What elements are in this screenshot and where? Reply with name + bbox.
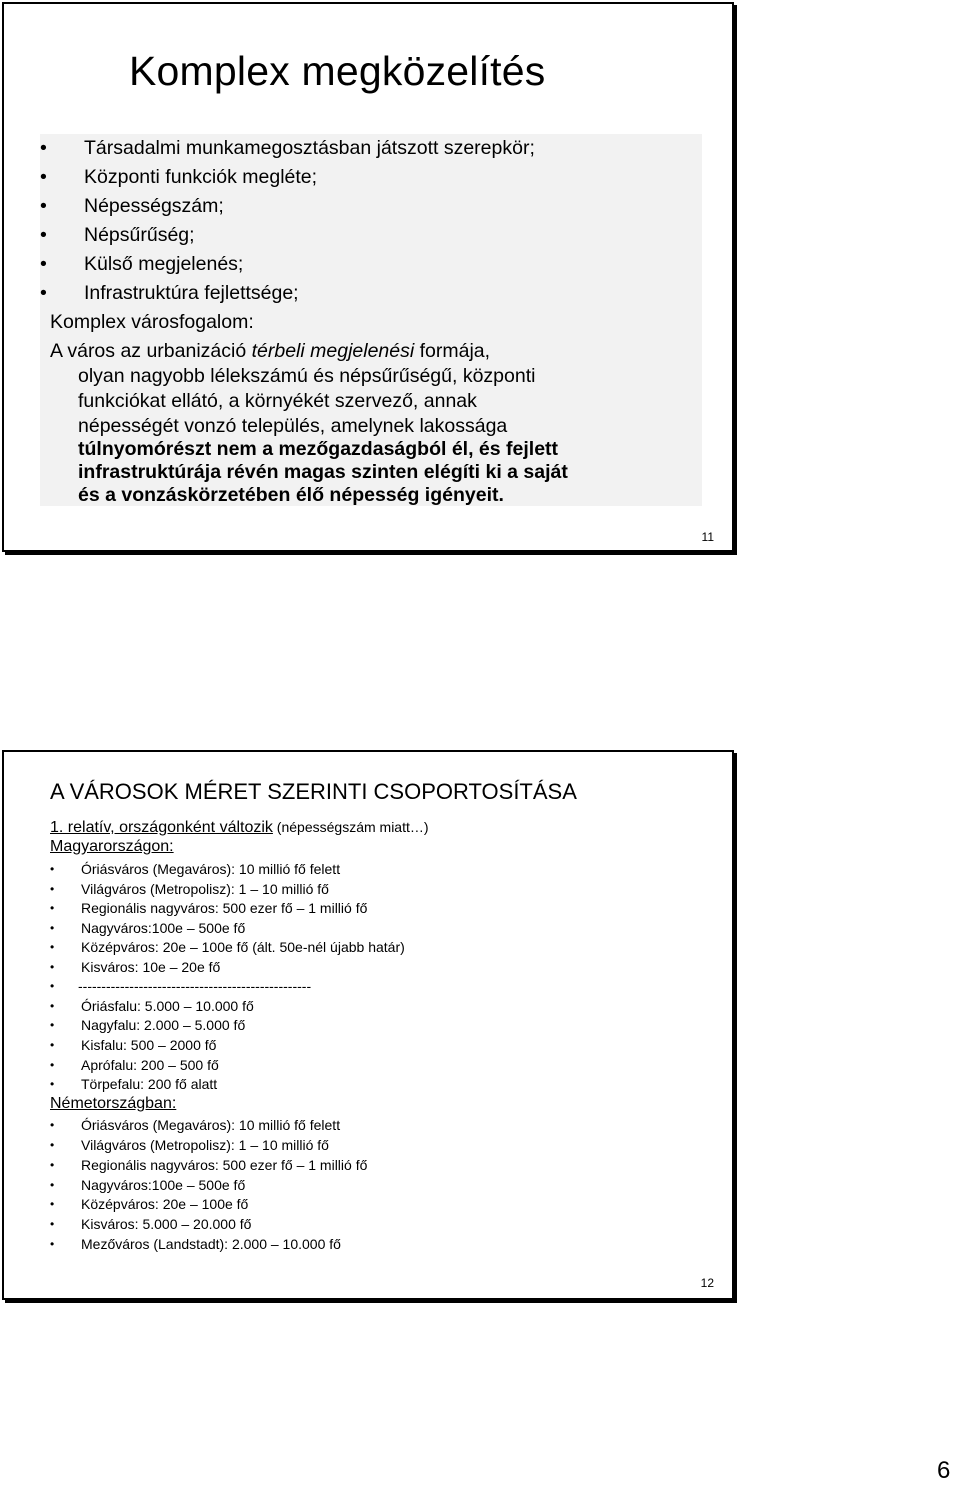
definition-line: és a vonzáskörzetében élő népesség igényeit. (78, 484, 504, 506)
definition-line: infrastruktúrája révén magas szinten elégíti ki a saját (78, 461, 568, 483)
bullet-icon: • (50, 1197, 55, 1211)
bullet-icon: • (50, 999, 55, 1013)
section-heading-germany: Németországban: (50, 1095, 177, 1112)
bullet-icon: • (50, 882, 55, 896)
bullet-icon: • (50, 1217, 55, 1231)
slide-11: Komplex megközelítés • Társadalmi munkamegosztásban játszott szerepkör; • Központi funkciók megléte; • Népességszám; • Népsűrűség; • Külső megjelenés; • Infrastruktúra fejlettsége; Komplex városfogalom: A város az urbanizáció térbeli megjelenési formája, olyan nagyobb lélekszámú és népsűrűségű, központi funkciókat ellátó, a környékét szervező, annak népességét vonzó település, amelynek lakossága túlnyomórészt nem a mezőgazdaságból él, és fejlett infrastruktúrája révén magas szinten elégíti ki a saját és a vonzáskörzetében élő népesség igényeit. 11 (2, 2, 734, 552)
slide-page-number: 11 (701, 530, 714, 544)
bullet-icon: • (50, 1118, 55, 1132)
document-page-number: 6 (937, 1457, 951, 1484)
bullet-icon: • (50, 1077, 55, 1091)
bullet-icon: • (50, 1158, 55, 1172)
slide-page-number: 12 (700, 1276, 714, 1290)
bullet-icon: • (40, 224, 47, 246)
slide-title: Komplex megközelítés (129, 48, 546, 94)
section-heading: Komplex városfogalom: (50, 311, 254, 333)
bullet-icon: • (50, 862, 55, 876)
bullet-icon: • (50, 960, 55, 974)
bullet-icon: • (40, 137, 47, 159)
definition-line: funkciókat ellátó, a környékét szervező, annak (78, 390, 477, 412)
bullet-icon: • (50, 921, 55, 935)
definition-line: népességét vonzó település, amelynek lakossága (78, 415, 508, 437)
bullet-icon: • (40, 282, 47, 304)
bullet-icon: • (50, 901, 55, 915)
bullet-icon: • (50, 1038, 55, 1052)
bullet-icon: • (40, 166, 47, 188)
bullet-icon: • (50, 1138, 55, 1152)
slide-title: A VÁROSOK MÉRET SZERINTI CSOPORTOSÍTÁSA (50, 779, 577, 804)
bullet-icon: • (40, 195, 47, 217)
bullet-icon: • (50, 1237, 55, 1251)
slide-subtitle: 1. relatív, országonként változik (népességszám miatt…) (50, 819, 429, 836)
bullet-icon: • (50, 1018, 55, 1032)
slide-12: A VÁROSOK MÉRET SZERINTI CSOPORTOSÍTÁSA 1. relatív, országonként változik (népességszám miatt…) Magyarországon: • Óriásváros (Megaváros): 10 millió fő felett • Világváros (Metropolisz): 1 – 10 millió fő • Regionális nagyváros: 500 ezer fő – 1 millió fő • Nagyváros:100e – 500e fő • Középváros: 20e – 100e fő (ált. 50e-nél újabb határ) • Kisváros: 10e – 20e fő • -------------------------------------------------- • Óriásfalu: 5.000 – 10.000 fő • Nagyfalu: 2.000 – 5.000 fő • Kisfalu: 500 – 2000 fő • Aprófalu: 200 – 500 fő • Törpefalu: 200 fő alatt Németországban: • Óriásváros (Megaváros): 10 millió fő felett • Világváros (Metropolisz): 1 – 10 millió fő • Regionális nagyváros: 500 ezer fő – 1 millió fő • Nagyváros:100e – 500e fő • Középváros: 20e – 100e fő • Kisváros: 5.000 – 20.000 fő • Mezőváros (Landstadt): 2.000 – 10.000 fő 12 (2, 750, 734, 1300)
definition-line: túlnyomórészt nem a mezőgazdaságból él, és fejlett (78, 438, 559, 460)
bullet-icon: • (40, 253, 47, 275)
section-heading-hungary: Magyarországon: (50, 838, 174, 855)
definition-line: A város az urbanizáció térbeli megjelenési formája, (50, 340, 491, 362)
definition-line: olyan nagyobb lélekszámú és népsűrűségű, központi (78, 365, 536, 387)
bullet-icon: • (50, 940, 55, 954)
bullet-icon: • (50, 1058, 55, 1072)
bullet-icon: • (50, 979, 55, 993)
bullet-icon: • (50, 1178, 55, 1192)
